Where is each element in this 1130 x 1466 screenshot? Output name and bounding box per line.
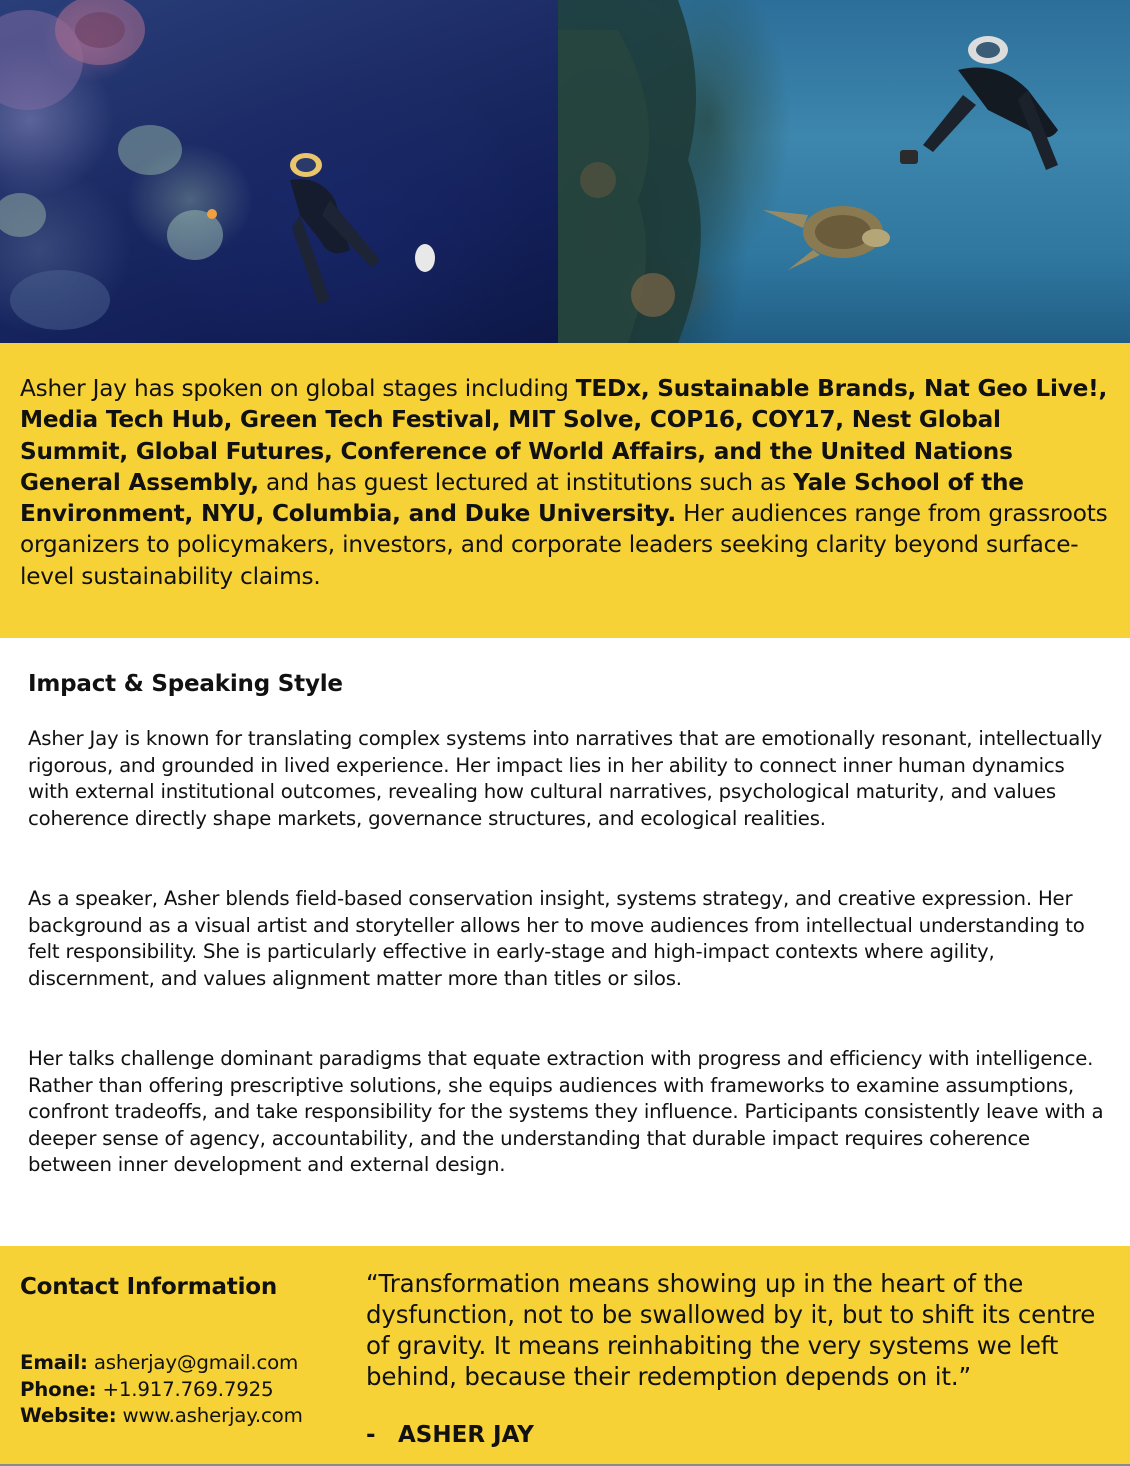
intro-text-2: and has guest lectured at institutions such as bbox=[258, 468, 794, 496]
website-label: Website: bbox=[20, 1404, 117, 1427]
diver-reef-photo bbox=[0, 0, 558, 343]
diver-turtle-photo bbox=[558, 0, 1130, 343]
quote-author: ASHER JAY bbox=[398, 1422, 534, 1448]
impact-heading: Impact & Speaking Style bbox=[28, 671, 343, 697]
impact-section bbox=[28, 668, 1110, 1177]
phone-link[interactable]: +1.917.769.7925 bbox=[102, 1377, 274, 1401]
website-link[interactable]: www.asherjay.com bbox=[122, 1404, 303, 1427]
speaking-intro-section bbox=[0, 343, 1130, 638]
impact-paragraph: Her talks challenge dominant paradigms that equate extraction with progress and efficiency with intelligence. Rather than offering prescriptive solutions, she equips audiences with frameworks to examine assumptions, confront tradeoffs, and take responsibility for the systems they influence. Participants consistently leave with a deeper sense of agency, accountability, and the understanding that durable impact requires coherence between inner development and external design. bbox=[28, 1047, 1104, 1177]
contact-phone-row bbox=[20, 1377, 360, 1404]
phone-label: Phone: bbox=[20, 1377, 97, 1401]
quote-attribution bbox=[366, 1418, 534, 1452]
email-link[interactable]: asherjay@gmail.com bbox=[93, 1351, 299, 1374]
photo-strip bbox=[0, 0, 1130, 343]
email-label: Email: bbox=[20, 1351, 88, 1374]
contact-heading: Contact Information bbox=[20, 1274, 278, 1300]
diver-turtle-illustration bbox=[558, 0, 1130, 343]
intro-text-1: Asher Jay has spoken on global stages including bbox=[20, 375, 576, 402]
contact-email-row bbox=[20, 1350, 360, 1377]
intro-stages-bold: TEDx, Sustainable Brands, Nat Geo Live!, Media Tech Hub, Green Tech Festival, MIT Solve, COP16, COY17, Nest Global Summit, Global Futures, Conference of World Affairs, and the United Nations General Assembly, bbox=[20, 375, 1108, 496]
contact-block bbox=[20, 1270, 350, 1427]
contact-website-row bbox=[20, 1403, 360, 1430]
attribution-dash: - bbox=[366, 1422, 376, 1448]
pull-quote: “Transformation means showing up in the heart of the dysfunction, not to be swallowed by it, but to shift its centre of gravity. It means reinhabiting the very systems we left behind, because their redemption depends on it.” bbox=[366, 1269, 1096, 1391]
speaking-intro-text bbox=[20, 373, 1115, 592]
impact-paragraph: Asher Jay is known for translating complex systems into narratives that are emotionally resonant, intellectually rigorous, and grounded in lived experience. Her impact lies in her ability to connect inner human dynamics with external institutional outcomes, revealing how cultural narratives, psychological maturity, and values coherence directly shape markets, governance structures, and ecological realities. bbox=[28, 727, 1103, 830]
contact-list bbox=[20, 1350, 360, 1430]
contact-quote-section bbox=[0, 1246, 1130, 1466]
intro-text-3: Her audiences range from grassroots organizers to policymakers, investors, and corporate leaders seeking clarity beyond surface-level sustainability claims. bbox=[20, 500, 1108, 590]
diver-reef-illustration bbox=[0, 0, 558, 343]
impact-paragraph: As a speaker, Asher blends field-based conservation insight, systems strategy, and creative expression. Her background as a visual artist and storyteller allows her to move audiences from intellectual understanding to felt responsibility. She is particularly effective in early-stage and high-impact contexts where agility, discernment, and values alignment matter more than titles or silos. bbox=[28, 887, 1085, 990]
intro-institutions-bold: Yale School of the Environment, NYU, Columbia, and Duke University. bbox=[20, 468, 1024, 528]
